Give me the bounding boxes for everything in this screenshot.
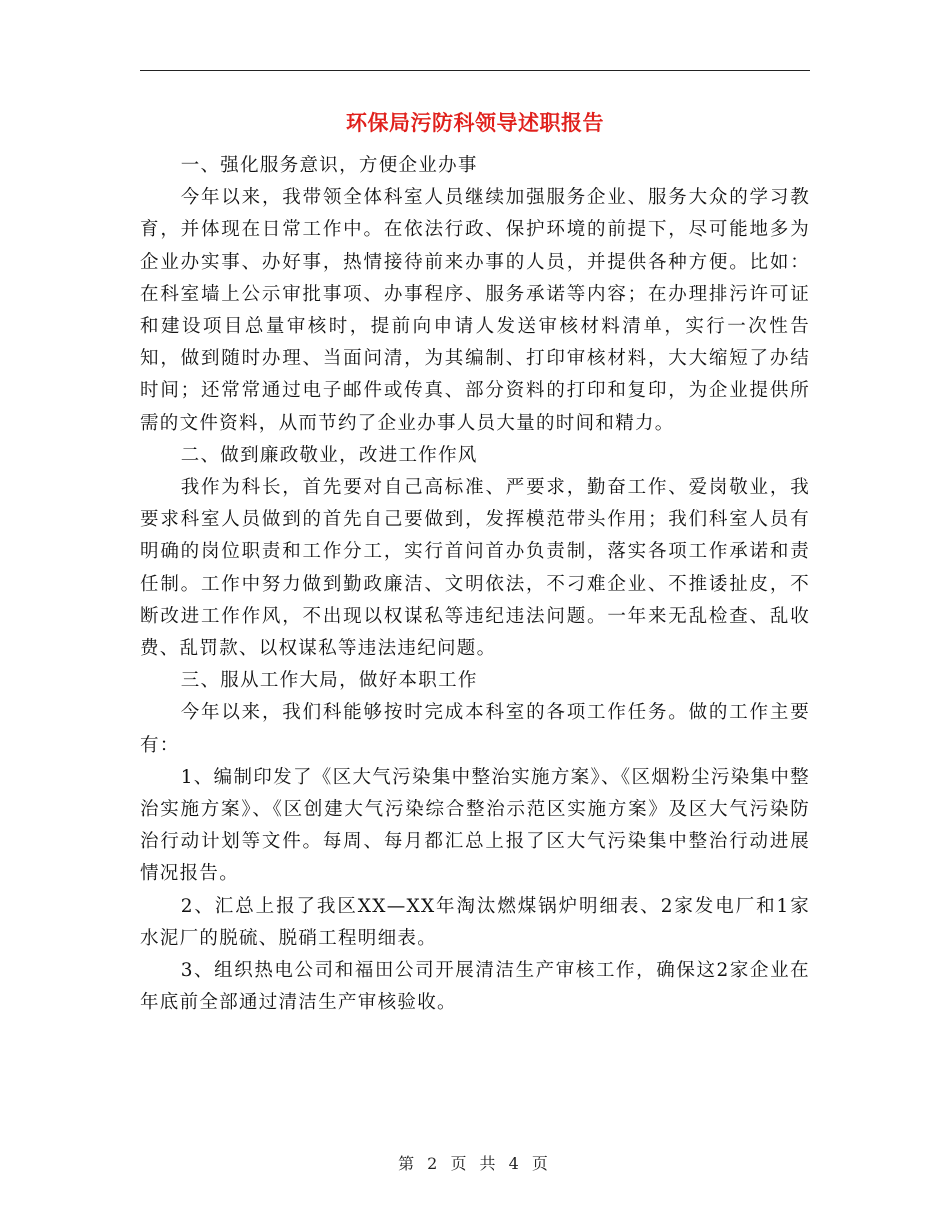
list-item-3: 3、组织热电公司和福田公司开展清洁生产审核工作，确保这2家企业在年底前全部通过清洁生产审核验收。 [140,960,810,1014]
paragraph-service: 今年以来，我带领全体科室人员继续加强服务企业、服务大众的学习教育，并体现在日常工作中。在依法行政、保护环境的前提下，尽可能地多为企业办实事、办好事，热情接待前来办事的人员，并提供各种方便。比如：在科室墙上公示审批事项、办事程序、服务承诺等内容；在办理排污许可证和建设项目总量审核时，提前向申请人发送审核材料清单，实行一次性告知，做到随时办理、当面问清，为其编制、打印审核材料，大大缩短了办结时间；还常常通过电子邮件或传真、部分资料的打印和复印，为企业提供所需的文件资料，从而节约了企业办事人员大量的时间和精力。 [140,187,810,434]
paragraph-work-intro: 今年以来，我们科能够按时完成本科室的各项工作任务。做的工作主要有： [140,702,810,756]
section-heading-3: 三、服从工作大局，做好本职工作 [180,670,478,692]
paragraph-integrity: 我作为科长，首先要对自己高标准、严要求，勤奋工作、爱岗敬业，我要求科室人员做到的首先自己要做到，发挥模范带头作用；我们科室人员有明确的岗位职责和工作分工，实行首问首办负责制，落实各项工作承诺和责任制。工作中努力做到勤政廉洁、文明依法，不刁难企业、不推诿扯皮，不断改进工作作风，不出现以权谋私等违纪违法问题。一年来无乱检查、乱收费、乱罚款、以权谋私等违法违纪问题。 [140,477,810,660]
list-item-2: 2、汇总上报了我区XX—XX年淘汰燃煤锅炉明细表、2家发电厂和1家水泥厂的脱硫、脱硝工程明细表。 [140,895,810,949]
document-body [140,150,810,1019]
page-footer: 第 2 页 共 4 页 [398,1154,552,1173]
header-rule [140,70,810,71]
document-title: 环保局污防科领导述职报告 [346,111,604,135]
list-item-1: 1、编制印发了《区大气污染集中整治实施方案》、《区烟粉尘污染集中整治实施方案》、《区创建大气污染综合整治示范区实施方案》及区大气污染防治行动计划等文件。每周、每月都汇总上报了区大气污染集中整治行动进展情况报告。 [140,766,810,885]
section-heading-1: 一、强化服务意识，方便企业办事 [180,155,478,176]
section-heading-2: 二、做到廉政敬业，改进工作作风 [180,444,478,466]
